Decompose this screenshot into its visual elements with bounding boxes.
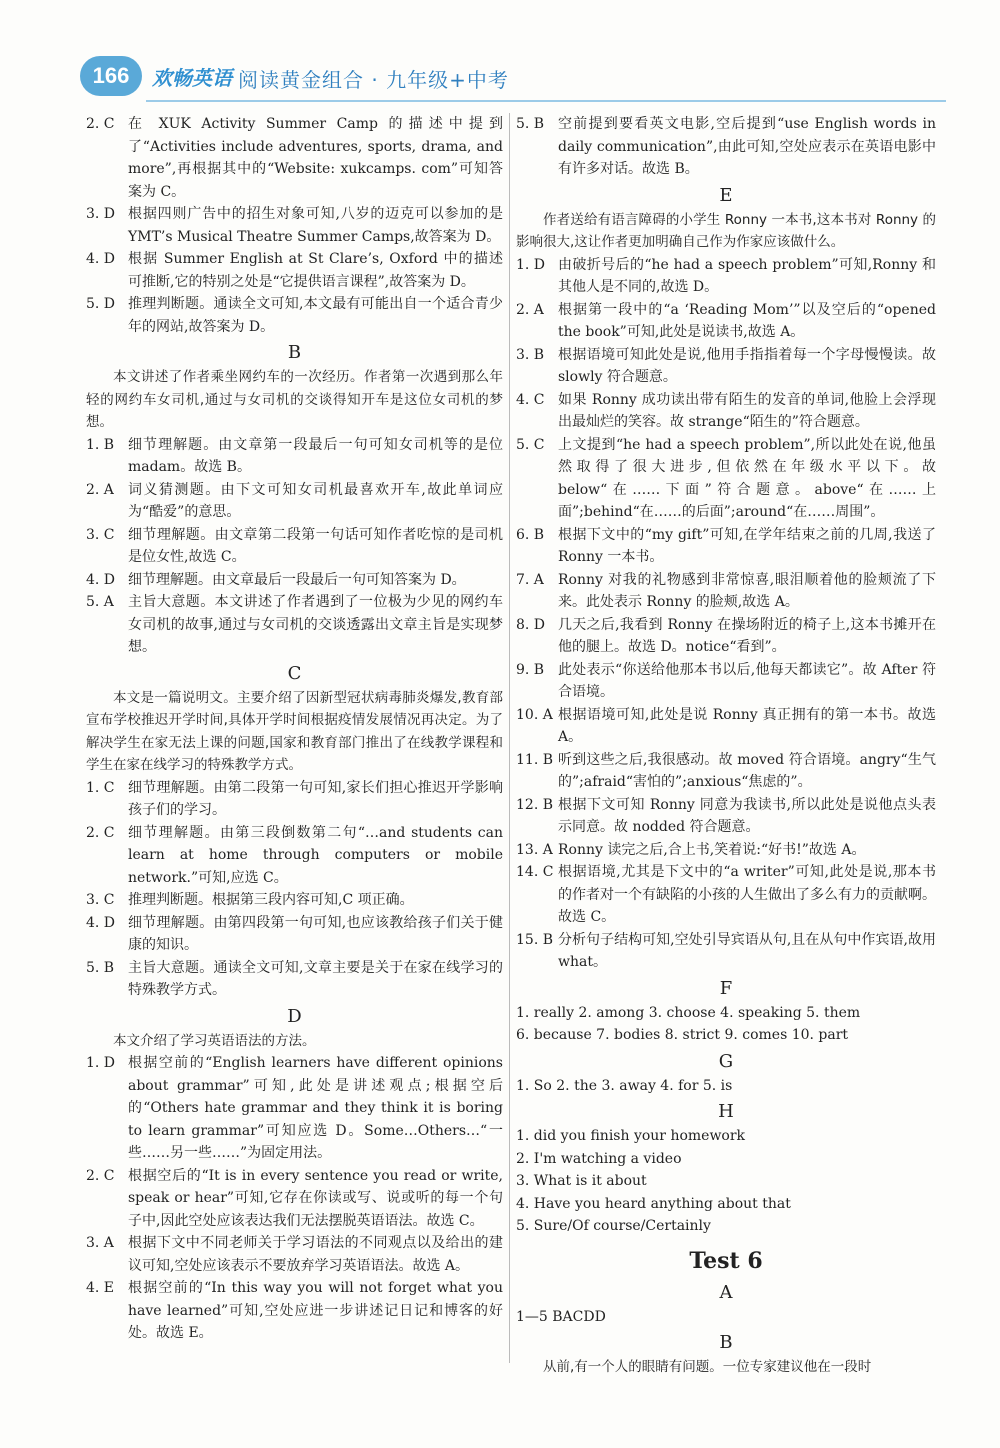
answer-explanation: 细节理解题。由第二段第一句可知,家长们担心推迟开学影响孩子们的学习。 [128, 779, 503, 818]
section-heading-a: A [719, 1281, 733, 1303]
answer-number: 3. D [86, 206, 116, 222]
answer-number: 12. B [516, 796, 554, 813]
brand-logo: 欢畅英语 [152, 68, 232, 90]
answer-number: 2. A [86, 481, 114, 498]
page-number: 166 [80, 56, 142, 96]
header-divider [146, 100, 946, 102]
answer-number: 3. A [86, 1235, 114, 1251]
answer-number: 4. D [86, 571, 116, 588]
answer-line: 3. What is it about [516, 1173, 647, 1189]
answer-item [86, 1165, 503, 1233]
answer-explanation: 上文提到“he had a speech problem”,所以此处在说,他虽然取得了很大进步,但依然在年级水平以下。故 below“在……下面”符合题意。above“在……上面”;behind“在……的后面”;around“在……周围”。 [558, 436, 936, 520]
answer-number: 4. C [516, 391, 545, 408]
answer-item [516, 299, 936, 344]
answer-explanation: 根据下文中不同老师关于学习语法的不同观点以及给出的建议可知,空处应该表示不要放弃学习英语语法。故选 A。 [128, 1235, 503, 1274]
page-header [80, 56, 940, 102]
answer-number: 7. A [516, 571, 544, 588]
section-heading-g: G [718, 1050, 734, 1072]
answer-item [86, 957, 503, 1002]
answer-explanation: 此处表示“你送给他那本书以后,他每天都读它”。故 After 符合语境。 [558, 661, 936, 700]
answer-item [86, 889, 503, 912]
answer-explanation: 词义猜测题。由下文可知女司机最喜欢开车,故此单词应为“酷爱”的意思。 [128, 481, 503, 520]
answer-item [516, 929, 936, 974]
answer-explanation: 分析句子结构可知,空处引导宾语从句,且在从句中作宾语,故用 what。 [558, 931, 936, 970]
section-e-intro: 作者送给有语言障碍的小学生 Ronny 一本书,这本书对 Ronny 的影响很大,这让作者更加明确自己作为作家应该做什么。 [516, 211, 936, 250]
answer-number: 1. B [86, 436, 115, 453]
answer-explanation: 几天之后,我看到 Ronny 在操场附近的椅子上,这本书摊开在他的腿上。故选 D。notice“看到”。 [558, 616, 936, 655]
answer-explanation: 根据空前的“In this way you will not forget what you have learned”可知,空处应进一步讲述记日记和博客的好处。故选 E。 [128, 1280, 503, 1341]
answer-number: 9. B [516, 661, 545, 678]
section-heading-c: C [287, 662, 302, 684]
answer-number: 5. D [86, 296, 116, 312]
answer-item [516, 434, 936, 524]
answer-number: 1. C [86, 779, 115, 796]
answer-number: 4. D [86, 251, 116, 267]
answer-item [86, 524, 503, 569]
answer-line: 4. Have you heard anything about that [516, 1195, 791, 1212]
section-f-line: 1. really 2. among 3. choose 4. speaking 5. them [516, 1004, 861, 1021]
answer-number: 2. C [86, 116, 115, 132]
answer-number: 2. A [516, 301, 544, 318]
answer-item [86, 1052, 503, 1165]
answer-explanation: 根据 Summer English at St Clare’s, Oxford 中的描述可推断,它的特别之处是“它提供语言课程”,故答案为 D。 [128, 251, 503, 290]
answer-explanation: 根据空前的“English learners have different opinions about grammar”可知,此处是讲述观点;根据空后的“Others hate grammar and they think it is boring to learn grammar”可知应选 D。Some…Others…“一些……另一些……”为固定用法。 [128, 1055, 503, 1161]
section-heading-e: E [719, 184, 733, 206]
answer-item [516, 839, 936, 862]
section-heading-f: F [719, 977, 733, 999]
answer-number: 3. C [86, 892, 115, 908]
answer-line: 2. I'm watching a video [516, 1150, 682, 1167]
answer-item [516, 704, 936, 749]
answer-explanation: 推理判断题。通读全文可知,本文最有可能出自一个适合青少年的网站,故答案为 D。 [128, 296, 503, 335]
answer-item [86, 1232, 503, 1277]
answer-explanation: 根据语境可知,此处是说 Ronny 真正拥有的第一本书。故选 A。 [558, 706, 936, 745]
answer-explanation: Ronny 对我的礼物感到非常惊喜,眼泪顺着他的脸颊流了下来。此处表示 Ronny 的脸颊,故选 A。 [558, 571, 936, 610]
section-g-line: 1. So 2. the 3. away 4. for 5. is [516, 1077, 733, 1094]
answer-number: 3. B [516, 346, 545, 363]
answer-explanation: 根据下文中的“my gift”可知,在学年结束之前的几周,我送了 Ronny 一本书。 [558, 526, 936, 565]
answer-explanation: 根据四则广告中的招生对象可知,八岁的迈克可以参加的是 YMT’s Musical Theatre Summer Camps,故答案为 D。 [128, 206, 503, 245]
section-c-intro: 本文是一篇说明文。主要介绍了因新型冠状病毒肺炎爆发,教育部宣布学校推迟开学时间,具体开学时间根据疫情发展情况再决定。为了解决学生在家无法上课的问题,国家和教育部门推出了在线教学课程和学生在家在线学习的特殊教学方式。 [86, 689, 503, 773]
test-title: Test 6 [689, 1247, 763, 1274]
answer-number: 5. C [516, 436, 545, 453]
answer-explanation: 如果 Ronny 成功读出带有陌生的发音的单词,他脸上会浮现出最灿烂的笑容。故 strange“陌生的”符合题意。 [558, 391, 936, 430]
answer-explanation: 在 XUK Activity Summer Camp 的描述中提到了“Activities include adventures, sports, drama, and more”,再根据其中的“Website: xukcamps. com”可知答案为 C。 [128, 116, 503, 200]
answer-line: 1. did you finish your homework [516, 1128, 746, 1144]
answer-number: 6. B [516, 526, 545, 543]
answer-number: 3. C [86, 526, 115, 543]
column-divider [509, 113, 510, 1363]
answer-explanation: 主旨大意题。通读全文可知,文章主要是关于在家在线学习的特殊教学方式。 [128, 959, 503, 998]
answer-explanation: 推理判断题。根据第三段内容可知,C 项正确。 [128, 892, 414, 908]
answer-number: 14. C [516, 864, 554, 880]
series-title: 阅读黄金组合 · 九年级+中考 [238, 68, 509, 92]
section-d-intro: 本文介绍了学习英语语法的方法。 [113, 1032, 316, 1049]
answer-item [516, 861, 936, 929]
answer-item [516, 113, 936, 181]
answer-item [516, 794, 936, 839]
answer-number: 11. B [516, 751, 554, 768]
section-heading-d: D [287, 1005, 302, 1027]
answer-explanation: 根据语境可知此处是说,他用手指指着每一个字母慢慢读。故 slowly 符合题意。 [558, 346, 936, 385]
section-b2-intro: 从前,有一个人的眼睛有问题。一位专家建议他在一段时 [543, 1359, 872, 1375]
answer-number: 5. B [516, 116, 545, 132]
section-heading-h: H [718, 1101, 734, 1122]
answer-line: 5. Sure/Of course/Certainly [516, 1218, 711, 1234]
answer-number: 4. D [86, 914, 116, 931]
answer-number: 8. D [516, 616, 546, 633]
answer-number: 13. A [516, 841, 553, 858]
answer-item [516, 569, 936, 614]
section-a-answers: 1—5 BACDD [516, 1308, 606, 1325]
answer-explanation: 细节理解题。由文章第一段最后一句可知女司机等的是位 madam。故选 B。 [128, 436, 503, 475]
answer-explanation: 主旨大意题。本文讲述了作者遇到了一位极为少见的网约车女司机的故事,通过与女司机的交谈透露出文章主旨是实现梦想。 [128, 594, 503, 655]
answer-explanation: 空前提到要看英文电影,空后提到“use English words in daily communication”,由此可知,空处应表示在英语电影中有许多对话。故选 B。 [558, 116, 936, 177]
section-b-intro: 本文讲述了作者乘坐网约车的一次经历。作者第一次遇到那么年轻的网约车女司机,通过与女司机的交谈得知开车是这位女司机的梦想。 [86, 369, 503, 430]
answer-explanation: 细节理解题。由文章最后一段最后一句可知答案为 D。 [128, 571, 466, 588]
answer-item [86, 777, 503, 822]
answer-item [86, 822, 503, 890]
answer-item [86, 912, 503, 957]
right-column [516, 113, 936, 1379]
answer-number: 1. D [516, 256, 546, 273]
answer-number: 4. E [86, 1280, 115, 1296]
answer-item [86, 1277, 503, 1345]
answer-item [516, 524, 936, 569]
answer-explanation: Ronny 读完之后,合上书,笑着说:“好书!”故选 A。 [558, 841, 866, 858]
answer-item [516, 659, 936, 704]
answer-number: 10. A [516, 706, 553, 723]
answer-explanation: 细节理解题。由第三段倒数第二句“…and students can learn at home through computers or mobile network.”可知,应选 C。 [128, 824, 503, 886]
answer-explanation: 细节理解题。由第四段第一句可知,也应该教给孩子们关于健康的知识。 [128, 914, 503, 953]
section-heading-b2: B [719, 1332, 733, 1353]
left-column [86, 113, 503, 1345]
answer-item [86, 113, 503, 203]
answer-item [86, 293, 503, 338]
answer-explanation: 根据语境,尤其是下文中的“a writer”可知,此处是说,那本书的作者对一个有缺陷的小孩的人生做出了多么有力的贡献啊。故选 C。 [558, 864, 936, 925]
answer-explanation: 根据第一段中的“a ‘Reading Mom’”以及空后的“opened the book”可知,此处是说读书,故选 A。 [558, 301, 936, 340]
answer-explanation: 根据空后的“It is in every sentence you read or write, speak or hear”可知,它存在你读或写、说或听的每一个句子中,因此空处应该表达我们无法摆脱英语语法。故选 C。 [128, 1167, 503, 1229]
answer-item [516, 254, 936, 299]
answer-number: 1. D [86, 1055, 116, 1071]
answer-number: 15. B [516, 931, 554, 948]
answer-item [86, 203, 503, 248]
answer-number: 5. A [86, 594, 114, 610]
section-heading-b: B [287, 342, 302, 363]
answer-item [516, 389, 936, 434]
answer-explanation: 由破折号后的“he had a speech problem”可知,Ronny 和其他人是不同的,故选 D。 [558, 256, 936, 295]
answer-number: 2. C [86, 1167, 115, 1184]
answer-number: 5. B [86, 959, 115, 976]
answer-item [86, 434, 503, 479]
answer-item [516, 749, 936, 794]
answer-item [86, 569, 503, 592]
answer-explanation: 听到这些之后,我很感动。故 moved 符合语境。angry“生气的”;afraid“害怕的”;anxious“焦虑的”。 [558, 751, 936, 790]
answer-item [86, 479, 503, 524]
section-f-line: 6. because 7. bodies 8. strict 9. comes 10. part [516, 1027, 849, 1043]
answer-item [86, 591, 503, 659]
answer-item [516, 614, 936, 659]
answer-explanation: 根据下文可知 Ronny 同意为我读书,所以此处是说他点头表示同意。故 nodded 符合题意。 [558, 796, 936, 835]
answer-explanation: 细节理解题。由文章第二段第一句话可知作者吃惊的是司机是位女性,故选 C。 [128, 526, 503, 565]
answer-item [516, 344, 936, 389]
answer-number: 2. C [86, 824, 115, 841]
answer-item [86, 248, 503, 293]
